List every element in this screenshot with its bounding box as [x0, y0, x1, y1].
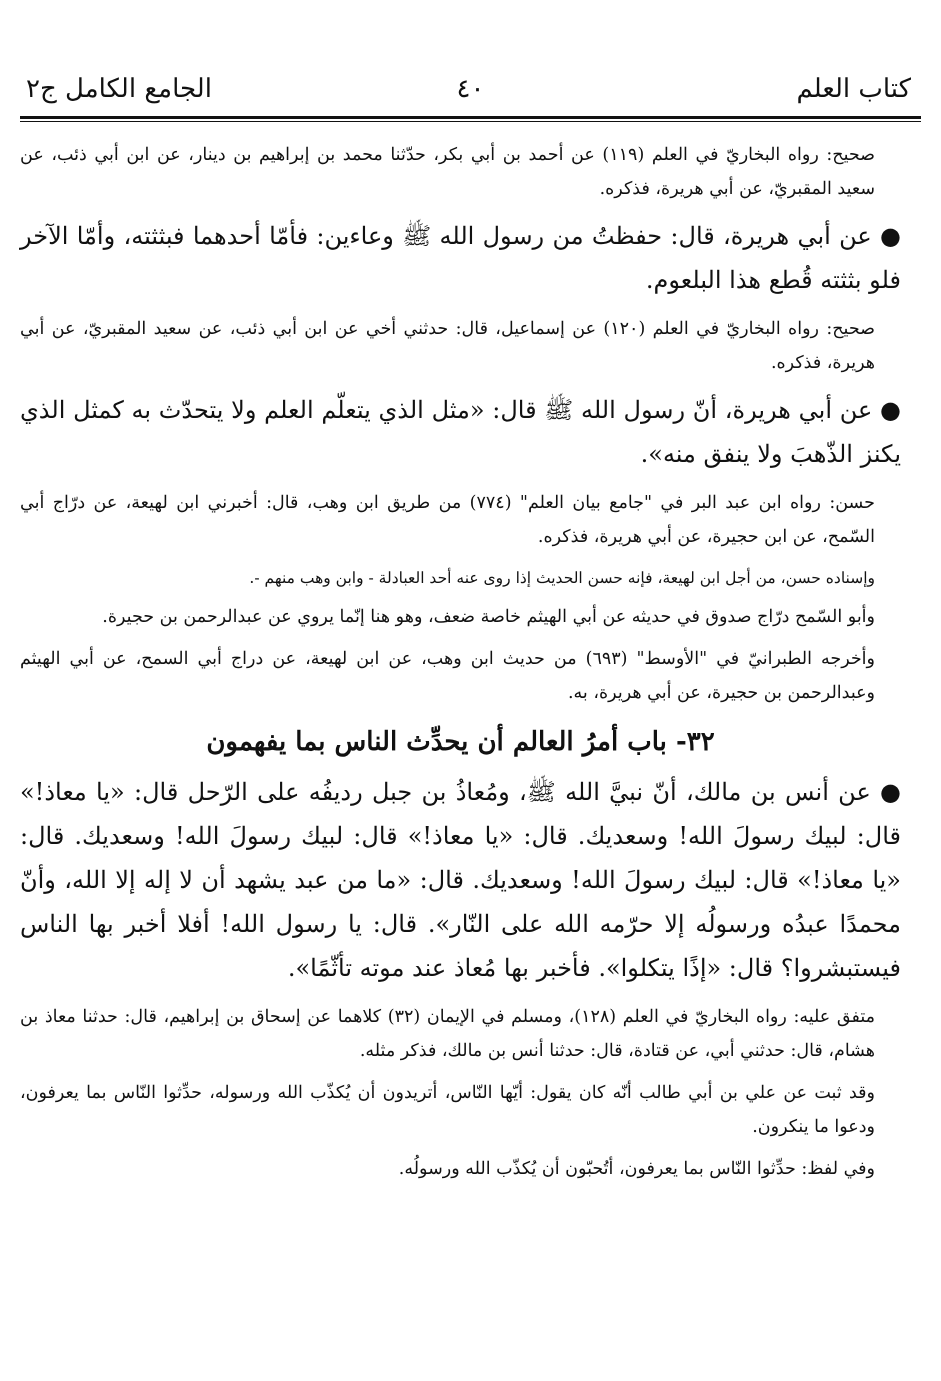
narrator-note: وأبو السّمح درّاج صدوق في حديثه عن أبي الهيثم خاصة ضعف، وهو هنا إنّما يروي عن عبدالرحمن بن حجيرة.	[102, 607, 875, 627]
header-rule-thin	[20, 121, 921, 122]
source-paragraph: صحيح: رواه البخاريّ في العلم (١٢٠) عن إسماعيل، قال: حدثني أخي عن ابن أبي ذئب، عن سعيد المقبريّ، عن أبي هريرة، فذكره.	[20, 319, 875, 373]
hadith-paragraph: ● عن أبي هريرة، أنّ رسول الله ﷺ قال: «مثل الذي يتعلّم العلم ولا يتحدّث به كمثل الذي يكنز الذّهبَ ولا ينفق منه».	[20, 396, 901, 468]
page-body	[20, 138, 901, 1194]
page-header	[20, 68, 921, 108]
header-rule-thick	[20, 116, 921, 119]
source-paragraph: متفق عليه: رواه البخاريّ في العلم (١٢٨)، ومسلم في الإيمان (٣٢) كلاهما عن إسحاق بن إبراهيم، قال: حدثنا معاذ بن هشام، قال: حدثني أبي، عن قتادة، قال: حدثنا أنس بن مالك، فذكر مثله.	[20, 1007, 875, 1061]
page-number: ٤٠	[456, 74, 485, 104]
chapter-heading: ٣٢- باب أمرُ العالم أن يحدِّث الناس بما يفهمون	[206, 727, 715, 757]
isnad-note: وإسناده حسن، من أجل ابن لهيعة، فإنه حسن الحديث إذا روى عنه أحد العبادلة - وابن وهب منهم -.	[249, 569, 875, 587]
source-paragraph: حسن: رواه ابن عبد البر في "جامع بيان العلم" (٧٧٤) من طريق ابن وهب، قال: أخبرني ابن لهيعة، عن درّاج أبي السّمح، عن ابن حجيرة، عن أبي هريرة، فذكره.	[20, 493, 875, 547]
hadith-paragraph: ● عن أنس بن مالك، أنّ نبيَّ الله ﷺ، ومُعاذُ بن جبل رديفُه على الرّحل قال: «يا معاذ!» قال: لبيك رسولَ الله! وسعديك. قال: «يا معاذ!» قال: لبيك رسولَ الله! وسعديك. قال: «يا معاذ!» قال: لبيك رسولَ الله! وسعديك. قال: «ما من عبد يشهد أن لا إله إلا الله، وأنّ محمدًا عبدُه ورسولُه إلا حرّمه الله على النّار». قال: يا رسول الله! أفلا أخبر بها الناس فيستبشروا؟ قال: «إذًا يتكلوا». فأخبر بها مُعاذ عند موته تأثّمًا».	[20, 778, 901, 982]
hadith-paragraph: ● عن أبي هريرة، قال: حفظتُ من رسول الله ﷺ وعاءين: فأمّا أحدهما فبثثته، وأمّا الآخر فلو بثثته قُطع هذا البلعوم.	[20, 222, 901, 294]
chapter-title: كتاب العلم	[796, 74, 911, 104]
athar-paragraph: وقد ثبت عن علي بن أبي طالب أنّه كان يقول: أيّها النّاس، أتريدون أن يُكذّب الله ورسوله، حدِّثوا النّاس بما يعرفون، ودعوا ما ينكرون.	[20, 1083, 875, 1137]
athar-variant: وفي لفظ: حدِّثوا النّاس بما يعرفون، أتُحبّون أن يُكذّب الله ورسولُه.	[398, 1159, 875, 1179]
book-volume-title: الجامع الكامل ج٢	[26, 74, 212, 104]
takhrij-note: وأخرجه الطبرانيّ في "الأوسط" (٦٩٣) من حديث ابن وهب، عن ابن لهيعة، عن دراج أبي السمح، عن أبي الهيثم وعبدالرحمن بن حجيرة، عن أبي هريرة، به.	[20, 649, 875, 703]
source-paragraph: صحيح: رواه البخاريّ في العلم (١١٩) عن أحمد بن أبي بكر، حدّثنا محمد بن إبراهيم بن دينار، عن ابن أبي ذئب، عن سعيد المقبريّ، عن أبي هريرة، فذكره.	[20, 145, 876, 199]
